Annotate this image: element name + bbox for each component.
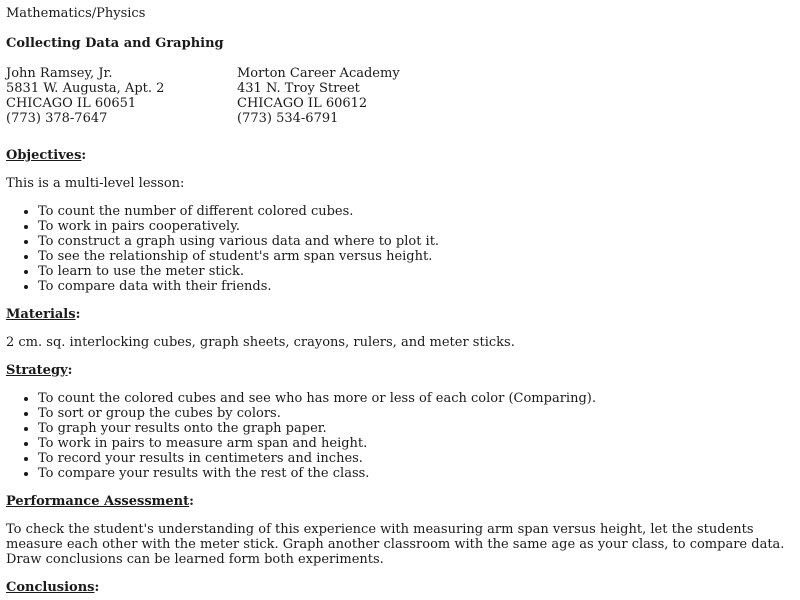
- author-phone: (773) 378-7647: [6, 111, 108, 126]
- list-item: • To work in pairs to measure arm span and height.: [38, 436, 794, 451]
- conclusions-heading: [6, 580, 794, 595]
- heading-colon: :: [75, 307, 81, 322]
- materials-heading: [6, 307, 794, 322]
- objectives-heading: [6, 148, 794, 163]
- school-address: [237, 66, 400, 126]
- list-item: • To learn to use the meter stick.: [38, 264, 794, 279]
- author-street: 5831 W. Augusta, Apt. 2: [6, 81, 165, 96]
- materials-heading-text: Materials: [6, 307, 76, 322]
- heading-colon: :: [94, 580, 100, 595]
- contact-block: [6, 66, 794, 126]
- heading-colon: :: [81, 148, 87, 163]
- school-street: 431 N. Troy Street: [237, 81, 360, 96]
- list-item: • To record your results in centimeters and inches.: [38, 451, 794, 466]
- objectives-list: [6, 204, 794, 294]
- school-phone: (773) 534-6791: [237, 111, 339, 126]
- materials-text: 2 cm. sq. interlocking cubes, graph sheets, crayons, rulers, and meter sticks.: [6, 335, 515, 350]
- author-name: John Ramsey, Jr.: [6, 66, 113, 81]
- list-item: • To sort or group the cubes by colors.: [38, 406, 794, 421]
- list-item: • To compare data with their friends.: [38, 279, 794, 294]
- list-item: • To construct a graph using various data and where to plot it.: [38, 234, 794, 249]
- subject-label: Mathematics/Physics: [6, 6, 146, 21]
- lesson-title: Collecting Data and Graphing: [6, 36, 224, 51]
- list-item: • To graph your results onto the graph paper.: [38, 421, 794, 436]
- strategy-heading-text: Strategy: [6, 363, 68, 378]
- list-item: • To work in pairs cooperatively.: [38, 219, 794, 234]
- strategy-list: [6, 391, 794, 481]
- performance-heading: [6, 494, 794, 509]
- list-item: • To see the relationship of student's arm span versus height.: [38, 249, 794, 264]
- strategy-heading: [6, 363, 794, 378]
- heading-colon: :: [189, 494, 194, 509]
- list-item: • To compare your results with the rest of the class.: [38, 466, 794, 481]
- author-address: [6, 66, 164, 126]
- performance-heading-text: Performance Assessment: [6, 494, 190, 509]
- objectives-intro: This is a multi-level lesson:: [6, 176, 185, 191]
- list-item: • To count the colored cubes and see who has more or less of each color (Comparing).: [38, 391, 794, 406]
- performance-text: To check the student's understanding of this experience with measuring arm span versus height, let the students measure each other with the meter stick. Graph another classroom with the same age as your class, to compare data. Draw conclusions can be learned form both experiments.: [6, 522, 785, 567]
- school-name: Morton Career Academy: [237, 66, 400, 81]
- conclusions-heading-text: Conclusions: [6, 580, 95, 595]
- school-city: CHICAGO IL 60612: [237, 96, 368, 111]
- heading-colon: :: [67, 363, 73, 378]
- author-city: CHICAGO IL 60651: [6, 96, 137, 111]
- objectives-heading-text: Objectives: [6, 148, 82, 163]
- list-item: • To count the number of different colored cubes.: [38, 204, 794, 219]
